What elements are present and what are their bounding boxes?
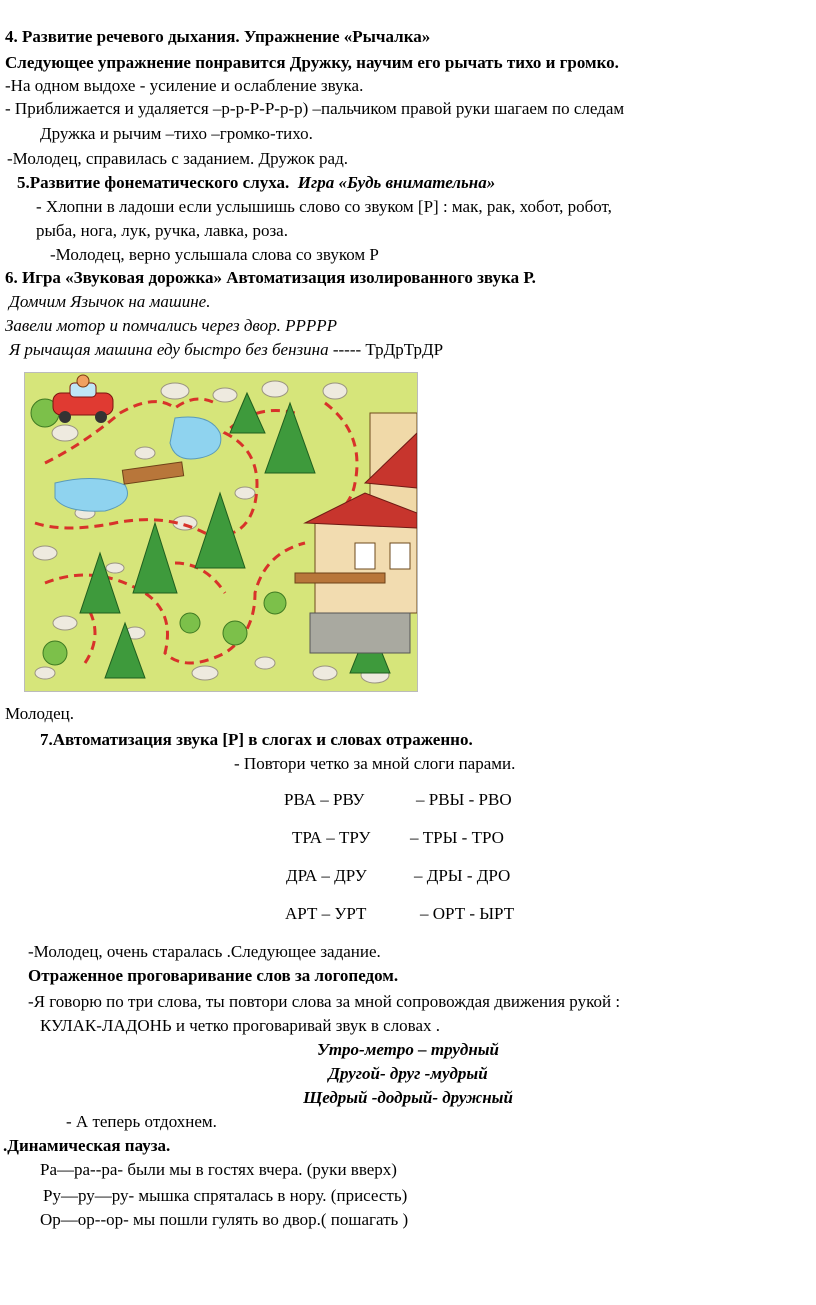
section-5-heading-row (17, 172, 495, 194)
word-set-3: Щедрый -додрый- дружный (303, 1088, 513, 1107)
section-8-line-3: Ор—ор--ор- мы пошли гулять во двор.( пошагать ) (40, 1210, 409, 1229)
syllable-pair-3-a: ДРА – ДРУ (286, 866, 367, 885)
section-6-line-1: Домчим Язычок на машине. (9, 292, 211, 311)
syllable-pair-4-a: АРТ – УРТ (285, 904, 367, 923)
word-set-1: Утро-метро – трудный (316, 1040, 500, 1059)
section-7-line-1: -Я говорю по три слова, ты повтори слова за мной сопровождая движения рукой : (28, 992, 621, 1011)
syllable-pair-2-a: ТРА – ТРУ (292, 828, 371, 847)
section-7-instruction: - Повтори четко за мной слоги парами. (234, 754, 516, 773)
section-5-line-2: рыба, нога, лук, ручка, лавка, роза. (36, 221, 288, 240)
section-8-heading: .Динамическая пауза. (3, 1136, 171, 1155)
sound-path-maze-illustration (24, 372, 418, 692)
section-5-line-3: -Молодец, верно услышала слова со звуком Р (50, 245, 379, 264)
word-set-2: Другой- друг -мудрый (328, 1064, 488, 1083)
section-6-line-3: Я рычащая машина еду быстро без бензина (9, 340, 329, 359)
syllable-pair-1-a: РВА – РВУ (284, 790, 365, 809)
section-4-heading: 4. Развитие речевого дыхания. Упражнение «Рычалка» (5, 27, 431, 46)
section-7-line-2: КУЛАК-ЛАДОНЬ и четко проговаривай звук в словах . (40, 1016, 441, 1035)
section-8-line-2: Ру—ру—ру- мышка спряталась в нору. (присесть) (43, 1186, 408, 1205)
section-5-game: Игра «Будь внимательна» (297, 173, 496, 192)
syllable-pair-3-b: – ДРЫ - ДРО (414, 866, 511, 885)
syllable-pair-1-b: – РВЫ - РВО (416, 790, 512, 809)
section-6-heading: 6. Игра «Звуковая дорожка» Автоматизация изолированного звука Р. (5, 268, 536, 287)
section-6-after: Молодец. (5, 704, 75, 723)
section-6-line-3-row (9, 339, 443, 361)
section-4-line-1: -На одном выдохе - усиление и ослабление звука. (5, 76, 364, 95)
section-4-line-4: -Молодец, справилась с заданием. Дружок рад. (7, 149, 348, 168)
section-5-line-1: - Хлопни в ладоши если услышишь слово со звуком [Р] : мак, рак, хобот, робот, (36, 197, 612, 216)
section-4-intro: Следующее упражнение понравится Дружку, научим его рычать тихо и громко. (5, 53, 619, 72)
section-7-heading: 7.Автоматизация звука [Р] в слогах и словах отраженно. (40, 730, 473, 749)
section-7-praise: -Молодец, очень старалась .Следующее задание. (28, 942, 381, 961)
syllable-pair-2-b: – ТРЫ - ТРО (410, 828, 504, 847)
section-8-line-1: Ра—ра--ра- были мы в гостях вчера. (руки вверх) (40, 1160, 397, 1179)
pond-left (55, 478, 128, 511)
section-6-line-2: Завели мотор и помчались через двор. РРРРР (5, 316, 337, 335)
section-6-line-3-tail: ----- ТрДрТрДР (328, 340, 444, 359)
section-4-line-3: Дружка и рычим –тихо –громко-тихо. (40, 124, 313, 143)
section-5-heading: 5.Развитие фонематического слуха. (17, 173, 290, 192)
syllable-pair-4-b: – ОРТ - ЫРТ (420, 904, 515, 923)
section-7-subheading: Отраженное проговаривание слов за логопедом. (28, 966, 399, 985)
section-7-rest: - А теперь отдохнем. (66, 1112, 217, 1131)
section-4-line-2: - Приближается и удаляется –р-р-Р-Р-р-р) –пальчиком правой руки шагаем по следам (5, 99, 625, 118)
